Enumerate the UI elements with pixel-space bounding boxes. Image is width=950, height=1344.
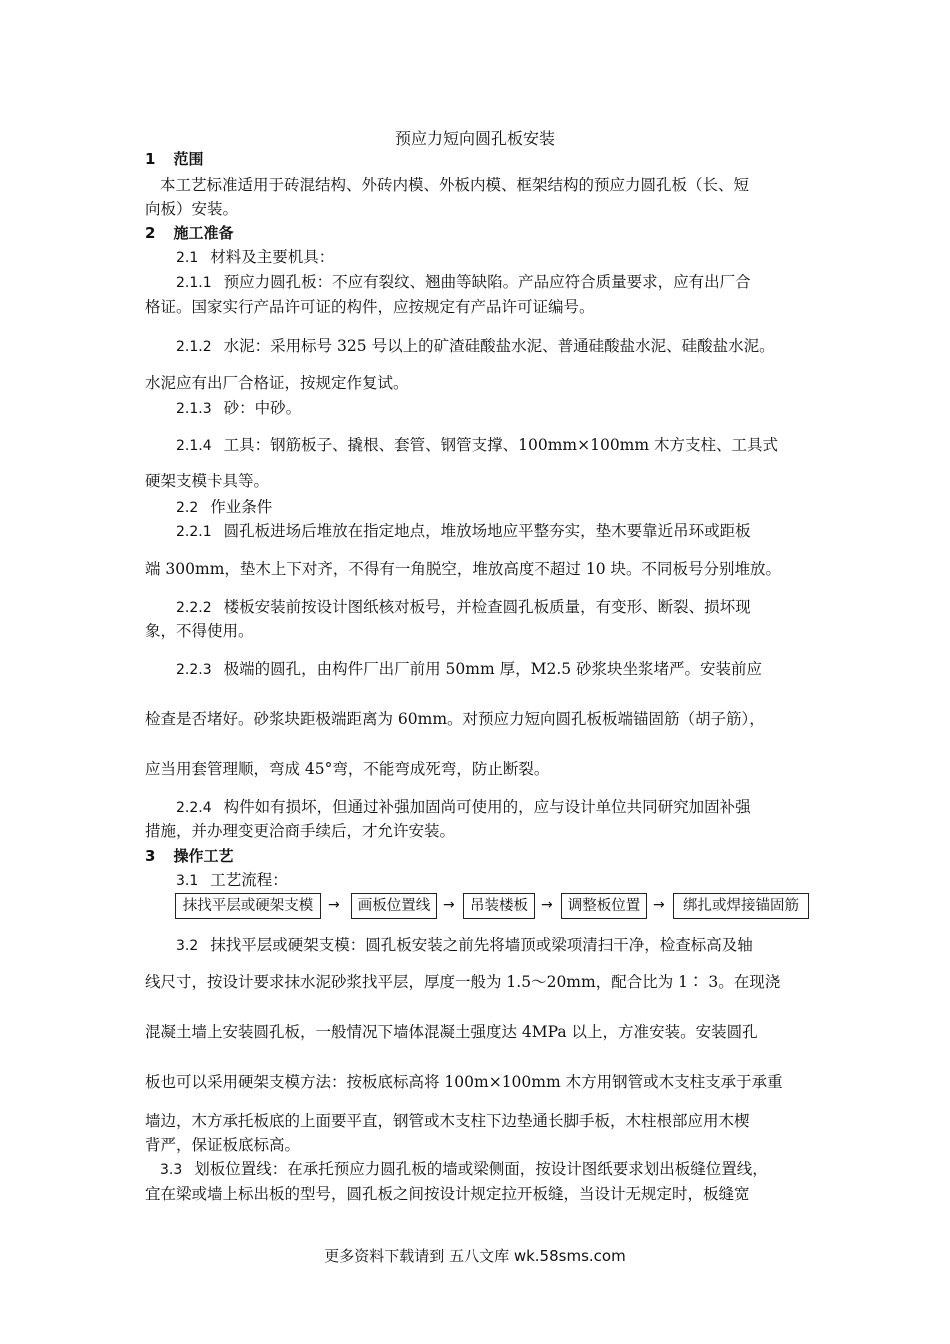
- flow-step: 调整板位置: [561, 893, 647, 919]
- clause-text: 圆孔板进场后堆放在指定地点，堆放场地应平整夯实，垫木要靠近吊环或距板: [223, 522, 751, 540]
- section-title: 施工准备: [173, 224, 234, 242]
- clause-text: 预应力圆孔板：不应有裂纹、翘曲等缺陷。产品应符合质量要求，应有出厂合: [223, 273, 751, 291]
- clause-text: 工具：钢筋板子、撬根、套管、钢管支撑、100mm×100mm 木方支柱、工具式: [223, 436, 779, 454]
- clause-number: 2.1.4: [176, 438, 212, 454]
- clause-text: 水泥：采用标号 325 号以上的矿渣硅酸盐水泥、普通硅酸盐水泥、硅酸盐水泥。: [223, 337, 775, 355]
- flow-step: 画板位置线: [351, 893, 437, 919]
- paragraph-line: 背严，保证板底标高。: [145, 1136, 301, 1154]
- clause-number: 2.2.1: [176, 524, 212, 540]
- clause-number: 2.2.4: [176, 800, 212, 816]
- clause-text: 极端的圆孔，由构件厂出厂前用 50mm 厚，M2.5 砂浆块坐浆堵严。安装前应: [223, 660, 763, 678]
- clause-text: 工艺流程：: [210, 871, 288, 889]
- clause-2-2-2: [176, 596, 751, 619]
- section-1-heading: [145, 148, 203, 170]
- section-3-heading: [145, 845, 233, 867]
- paragraph-line: 措施，并办理变更洽商手续后，才允许安装。: [145, 822, 456, 840]
- clause-number: 2.1.2: [176, 339, 212, 355]
- clause-2-2-4: [176, 796, 751, 819]
- clause-text: 抹找平层或硬架支模：圆孔板安装之前先将墙顶或梁项清扫干净，检查标高及轴: [210, 936, 753, 954]
- clause-text: 作业条件: [210, 498, 273, 516]
- arrow-right-icon: →: [541, 897, 553, 913]
- subsection-3-1: [176, 869, 288, 892]
- paragraph-line: 硬架支模卡具等。: [145, 472, 270, 490]
- section-title: 操作工艺: [173, 847, 234, 865]
- section-number: 2: [145, 224, 156, 242]
- paragraph-line: 本工艺标准适用于砖混结构、外砖内模、外板内模、框架结构的预应力圆孔板（长、短: [160, 176, 750, 194]
- paragraph-line: 墙边，木方承托板底的上面要平直，钢管或木支柱下边垫通长脚手板，木柱根部应用木楔: [145, 1112, 750, 1130]
- clause-3-2: [176, 934, 753, 957]
- clause-2-1-4: [176, 434, 778, 457]
- clause-number: 2.2: [176, 500, 199, 516]
- paragraph-line: 水泥应有出厂合格证，按规定作复试。: [145, 374, 409, 392]
- clause-3-3: [160, 1158, 768, 1181]
- clause-number: 2.1: [176, 250, 199, 266]
- paragraph-line: 板也可以采用硬架支模方法：按板底标高将 100m×100mm 木方用钢管或木支柱支承于承重: [145, 1073, 783, 1091]
- document-title: 预应力短向圆孔板安装: [394, 129, 555, 148]
- paragraph-line: 线尺寸，按设计要求抹水泥砂浆找平层，厚度一般为 1.5～20mm，配合比为 1∶ 3。在现浇: [145, 973, 781, 991]
- section-title: 范围: [173, 150, 204, 168]
- clause-text: 楼板安装前按设计图纸核对板号，并检查圆孔板质量，有变形、断裂、损坏现: [223, 598, 751, 616]
- section-2-heading: [145, 222, 233, 244]
- process-flow: [175, 893, 815, 923]
- section-number: 1: [145, 150, 156, 168]
- flow-step: 绑扎或焊接锚固筋: [673, 893, 809, 919]
- section-number: 3: [145, 847, 156, 865]
- subsection-2-1: [176, 246, 334, 269]
- paragraph-line: 宜在梁或墙上标出板的型号，圆孔板之间按设计规定拉开板缝，当设计无规定时，板缝宽: [145, 1185, 750, 1203]
- clause-number: 3.3: [160, 1162, 183, 1178]
- paragraph-line: 混凝土墙上安装圆孔板，一般情况下墙体混凝土强度达 4MPa 以上，方准安装。安装圆孔: [145, 1023, 758, 1041]
- clause-text: 构件如有损坏，但通过补强加固尚可使用的，应与设计单位共同研究加固补强: [223, 798, 751, 816]
- clause-2-1-2: [176, 335, 775, 358]
- clause-2-1-3: [176, 397, 301, 420]
- clause-2-1-1: [176, 271, 751, 294]
- arrow-right-icon: →: [328, 897, 340, 913]
- subsection-2-2: [176, 496, 272, 519]
- flow-step: 抹找平层或硬架支模: [175, 893, 321, 919]
- clause-number: 2.1.1: [176, 275, 212, 291]
- clause-number: 2.2.3: [176, 662, 212, 678]
- clause-number: 2.2.2: [176, 600, 212, 616]
- arrow-right-icon: →: [443, 897, 455, 913]
- paragraph-line: 检查是否堵好。砂浆块距极端距离为 60mm。对预应力短向圆孔板板端锚固筋（胡子筋），: [145, 710, 765, 728]
- clause-number: 2.1.3: [176, 401, 212, 417]
- clause-number: 3.1: [176, 873, 199, 889]
- footer-link-text: 更多资料下载请到 五八文库 wk.58sms.com: [324, 1247, 626, 1265]
- paragraph-line: 端 300mm，垫木上下对齐，不得有一角脱空，堆放高度不超过 10 块。不同板号分别堆放。: [145, 560, 781, 578]
- paragraph-line: 向板）安装。: [145, 200, 239, 218]
- paragraph-line: 应当用套管理顺，弯成 45°弯，不能弯成死弯，防止断裂。: [145, 760, 550, 778]
- paragraph-line: 象，不得使用。: [145, 622, 254, 640]
- clause-2-2-3: [176, 658, 762, 681]
- clause-number: 3.2: [176, 938, 199, 954]
- clause-text: 划板位置线：在承托预应力圆孔板的墙或梁侧面，按设计图纸要求划出板缝位置线，: [194, 1160, 768, 1178]
- flow-step: 吊装楼板: [463, 893, 535, 919]
- clause-text: 材料及主要机具：: [210, 248, 335, 266]
- clause-text: 砂：中砂。: [223, 399, 302, 417]
- clause-2-2-1: [176, 520, 751, 543]
- arrow-right-icon: →: [653, 897, 665, 913]
- paragraph-line: 格证。国家实行产品许可证的构件，应按规定有产品许可证编号。: [145, 298, 595, 316]
